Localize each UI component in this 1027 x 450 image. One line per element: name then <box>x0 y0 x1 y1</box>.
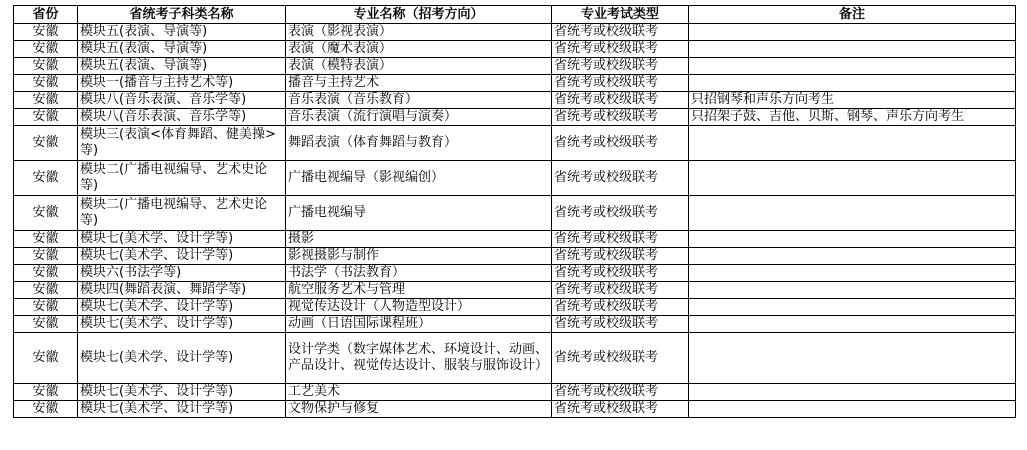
cell-province: 安徽 <box>14 196 78 231</box>
cell-category: 模块一(播音与主持艺术等) <box>78 75 286 92</box>
cell-exam-type: 省统考或校级联考 <box>552 401 689 418</box>
cell-major: 表演（魔术表演） <box>286 41 552 58</box>
header-major: 专业名称（招考方向） <box>286 6 552 24</box>
table-row <box>14 24 1016 41</box>
cell-province: 安徽 <box>14 384 78 401</box>
cell-note <box>689 384 1016 401</box>
cell-category: 模块八(音乐表演、音乐学等) <box>78 109 286 126</box>
cell-note <box>689 24 1016 41</box>
cell-province: 安徽 <box>14 126 78 161</box>
cell-province: 安徽 <box>14 75 78 92</box>
cell-major: 音乐表演（流行演唱与演奏） <box>286 109 552 126</box>
cell-category: 模块二(广播电视编导、艺术史论等) <box>78 161 286 196</box>
cell-province: 安徽 <box>14 316 78 333</box>
admissions-table <box>13 5 1016 418</box>
table-row <box>14 58 1016 75</box>
cell-category: 模块三(表演<体育舞蹈、健美操>等) <box>78 126 286 161</box>
cell-note <box>689 231 1016 248</box>
cell-exam-type: 省统考或校级联考 <box>552 231 689 248</box>
cell-province: 安徽 <box>14 248 78 265</box>
cell-note <box>689 248 1016 265</box>
cell-category: 模块七(美术学、设计学等) <box>78 333 286 384</box>
cell-category: 模块四(舞蹈表演、舞蹈学等) <box>78 282 286 299</box>
cell-major: 摄影 <box>286 231 552 248</box>
cell-major: 视觉传达设计（人物造型设计） <box>286 299 552 316</box>
cell-major: 工艺美术 <box>286 384 552 401</box>
cell-province: 安徽 <box>14 299 78 316</box>
cell-province: 安徽 <box>14 92 78 109</box>
cell-province: 安徽 <box>14 231 78 248</box>
cell-exam-type: 省统考或校级联考 <box>552 333 689 384</box>
cell-category: 模块二(广播电视编导、艺术史论等) <box>78 196 286 231</box>
table-row <box>14 401 1016 418</box>
cell-major: 播音与主持艺术 <box>286 75 552 92</box>
cell-category: 模块六(书法学等) <box>78 265 286 282</box>
header-note: 备注 <box>689 6 1016 24</box>
cell-category: 模块七(美术学、设计学等) <box>78 316 286 333</box>
cell-note <box>689 333 1016 384</box>
header-row <box>14 6 1016 24</box>
table-row <box>14 333 1016 384</box>
cell-category: 模块七(美术学、设计学等) <box>78 248 286 265</box>
cell-exam-type: 省统考或校级联考 <box>552 316 689 333</box>
table-row <box>14 265 1016 282</box>
table-row <box>14 126 1016 161</box>
cell-note: 只招架子鼓、吉他、贝斯、钢琴、声乐方向考生 <box>689 109 1016 126</box>
cell-exam-type: 省统考或校级联考 <box>552 109 689 126</box>
cell-major: 航空服务艺术与管理 <box>286 282 552 299</box>
cell-exam-type: 省统考或校级联考 <box>552 265 689 282</box>
cell-province: 安徽 <box>14 161 78 196</box>
cell-note <box>689 41 1016 58</box>
cell-category: 模块五(表演、导演等) <box>78 58 286 75</box>
cell-category: 模块七(美术学、设计学等) <box>78 384 286 401</box>
cell-major: 舞蹈表演（体育舞蹈与教育） <box>286 126 552 161</box>
cell-major: 广播电视编导（影视编创） <box>286 161 552 196</box>
cell-major: 书法学（书法教育） <box>286 265 552 282</box>
cell-province: 安徽 <box>14 109 78 126</box>
cell-exam-type: 省统考或校级联考 <box>552 384 689 401</box>
cell-note <box>689 196 1016 231</box>
cell-exam-type: 省统考或校级联考 <box>552 248 689 265</box>
table-row <box>14 282 1016 299</box>
table-row <box>14 299 1016 316</box>
table-row <box>14 196 1016 231</box>
table-row <box>14 109 1016 126</box>
cell-major: 文物保护与修复 <box>286 401 552 418</box>
table-row <box>14 316 1016 333</box>
cell-exam-type: 省统考或校级联考 <box>552 92 689 109</box>
cell-exam-type: 省统考或校级联考 <box>552 196 689 231</box>
cell-note <box>689 316 1016 333</box>
cell-note <box>689 58 1016 75</box>
cell-note <box>689 126 1016 161</box>
cell-note: 只招钢琴和声乐方向考生 <box>689 92 1016 109</box>
header-province: 省份 <box>14 6 78 24</box>
cell-exam-type: 省统考或校级联考 <box>552 299 689 316</box>
cell-note <box>689 299 1016 316</box>
cell-province: 安徽 <box>14 24 78 41</box>
cell-exam-type: 省统考或校级联考 <box>552 282 689 299</box>
table-row <box>14 41 1016 58</box>
cell-province: 安徽 <box>14 265 78 282</box>
cell-major: 影视摄影与制作 <box>286 248 552 265</box>
cell-exam-type: 省统考或校级联考 <box>552 126 689 161</box>
cell-note <box>689 75 1016 92</box>
cell-category: 模块七(美术学、设计学等) <box>78 299 286 316</box>
cell-exam-type: 省统考或校级联考 <box>552 161 689 196</box>
cell-exam-type: 省统考或校级联考 <box>552 58 689 75</box>
cell-province: 安徽 <box>14 333 78 384</box>
cell-category: 模块七(美术学、设计学等) <box>78 401 286 418</box>
cell-major: 音乐表演（音乐教育） <box>286 92 552 109</box>
table-row <box>14 231 1016 248</box>
cell-exam-type: 省统考或校级联考 <box>552 75 689 92</box>
cell-province: 安徽 <box>14 58 78 75</box>
cell-major: 动画（日语国际课程班） <box>286 316 552 333</box>
header-exam-type: 专业考试类型 <box>552 6 689 24</box>
cell-category: 模块八(音乐表演、音乐学等) <box>78 92 286 109</box>
cell-category: 模块五(表演、导演等) <box>78 24 286 41</box>
cell-province: 安徽 <box>14 41 78 58</box>
table-row <box>14 384 1016 401</box>
table-row <box>14 75 1016 92</box>
cell-major: 表演（模特表演） <box>286 58 552 75</box>
cell-exam-type: 省统考或校级联考 <box>552 41 689 58</box>
cell-exam-type: 省统考或校级联考 <box>552 24 689 41</box>
cell-note <box>689 282 1016 299</box>
cell-major: 表演（影视表演） <box>286 24 552 41</box>
cell-category: 模块七(美术学、设计学等) <box>78 231 286 248</box>
cell-note <box>689 265 1016 282</box>
header-category: 省统考子科类名称 <box>78 6 286 24</box>
cell-note <box>689 401 1016 418</box>
cell-province: 安徽 <box>14 401 78 418</box>
cell-note <box>689 161 1016 196</box>
table-row <box>14 161 1016 196</box>
cell-major: 设计学类（数字媒体艺术、环境设计、动画、产品设计、视觉传达设计、服装与服饰设计） <box>286 333 552 384</box>
table-row <box>14 248 1016 265</box>
cell-category: 模块五(表演、导演等) <box>78 41 286 58</box>
table-row <box>14 92 1016 109</box>
cell-province: 安徽 <box>14 282 78 299</box>
cell-major: 广播电视编导 <box>286 196 552 231</box>
